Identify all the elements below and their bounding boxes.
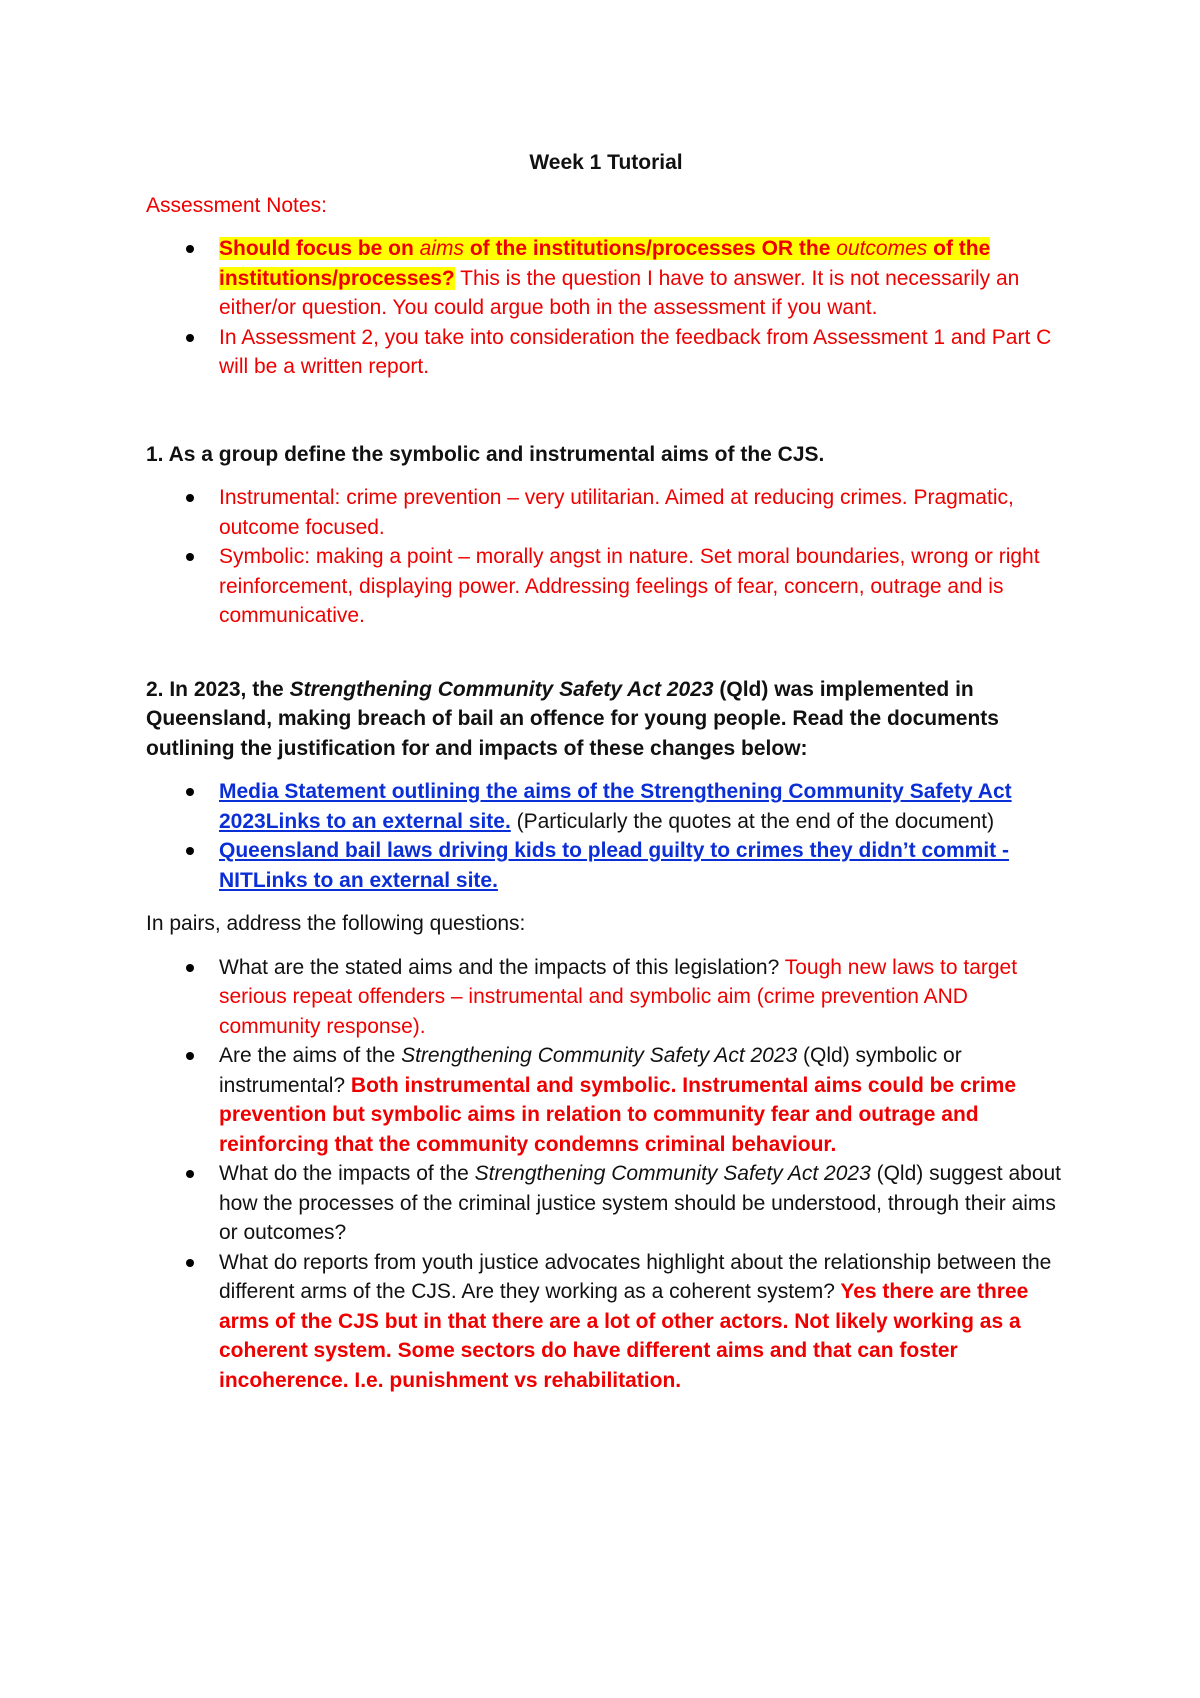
bullet-icon: [186, 334, 194, 342]
bullet-icon: [186, 1259, 194, 1267]
note-text: This is the question I have to answer. It is not necessarily an either/or question. You could argue both in the assessment if you want.: [219, 266, 1020, 319]
answer-text: Symbolic: making a point – morally angst in nature. Set moral boundaries, wrong or right reinforcement, displaying power. Addressing feelings of fear, concern, outrage and is communicative.: [219, 545, 1040, 627]
list-item: [146, 542, 1066, 631]
question-text: What do the impacts of the Strengthening Community Safety Act 2023 (Qld) suggest about how the processes of the criminal justice system should be understood, through their aims or outcomes?: [219, 1162, 1062, 1244]
pairs-intro: In pairs, address the following questions:: [146, 912, 526, 935]
question-1-answers: [146, 483, 1066, 631]
spacer: [146, 382, 1066, 440]
pairs-questions-list: [146, 953, 1066, 1396]
question-text: Are the aims of the Strengthening Community Safety Act 2023 (Qld) symbolic or instrumental?: [219, 1044, 962, 1097]
answer-text: Instrumental: crime prevention – very utilitarian. Aimed at reducing crimes. Pragmatic, outcome focused.: [219, 486, 1014, 539]
question-text: What do reports from youth justice advocates highlight about the relationship between the different arms of the CJS. Are they working as a coherent system?: [219, 1250, 1052, 1303]
bullet-icon: [186, 788, 194, 796]
list-item: [146, 1159, 1066, 1248]
list-item: [146, 234, 1066, 323]
highlighted-question: Should focus be on aims of the institutions/processes OR the outcomes of the institutions/processes?: [219, 237, 991, 290]
bullet-icon: [186, 494, 194, 502]
answer-text: Both instrumental and symbolic. Instrumental aims could be crime prevention but symbolic aims in relation to community fear and outrage and reinforcing that the community condemns criminal behaviour.: [219, 1073, 1017, 1156]
bullet-icon: [186, 1052, 194, 1060]
assessment-notes-list: [146, 234, 1066, 382]
answer-text: Yes there are three arms of the CJS but in that there are a lot of other actors. Not likely working as a coherent system. Some sectors do have different aims and that can foster incoherence. I.e. punishment vs rehabilitation.: [219, 1280, 1029, 1392]
list-item: [146, 483, 1066, 542]
resource-links-list: [146, 777, 1066, 895]
page-title: Week 1 Tutorial: [529, 151, 683, 174]
list-item: [146, 1248, 1066, 1396]
note-text: In Assessment 2, you take into consideration the feedback from Assessment 1 and Part C will be a written report.: [219, 325, 1052, 378]
answer-text: Tough new laws to target serious repeat offenders – instrumental and symbolic aim (crime prevention AND community response).: [219, 955, 1018, 1038]
list-item: [146, 1041, 1066, 1159]
document-body: [146, 148, 1066, 1395]
spacer: [146, 895, 1066, 909]
list-item: [146, 836, 1066, 895]
bullet-icon: [186, 964, 194, 972]
question-text: What are the stated aims and the impacts of this legislation?: [219, 955, 780, 979]
list-item: [146, 777, 1066, 836]
bullet-icon: [186, 245, 194, 253]
bullet-icon: [186, 1170, 194, 1178]
spacer: [146, 631, 1066, 675]
list-item: [146, 323, 1066, 382]
media-statement-link[interactable]: Media Statement outlining the aims of the Strengthening Community Safety Act 2023Links to an external site.: [219, 780, 1012, 833]
nit-article-link[interactable]: Queensland bail laws driving kids to plead guilty to crimes they didn’t commit - NITLinks to an external site.: [219, 839, 1009, 892]
question-1-heading: 1. As a group define the symbolic and instrumental aims of the CJS.: [146, 442, 825, 466]
bullet-icon: [186, 553, 194, 561]
assessment-notes-heading: Assessment Notes:: [146, 193, 327, 217]
link-note: (Particularly the quotes at the end of the document): [510, 809, 995, 833]
question-2-heading: 2. In 2023, the Strengthening Community Safety Act 2023 (Qld) was implemented in Queensland, making breach of bail an offence for young people. Read the documents outlining the justification for and impacts of these changes below:: [146, 677, 999, 760]
bullet-icon: [186, 847, 194, 855]
list-item: [146, 953, 1066, 1042]
